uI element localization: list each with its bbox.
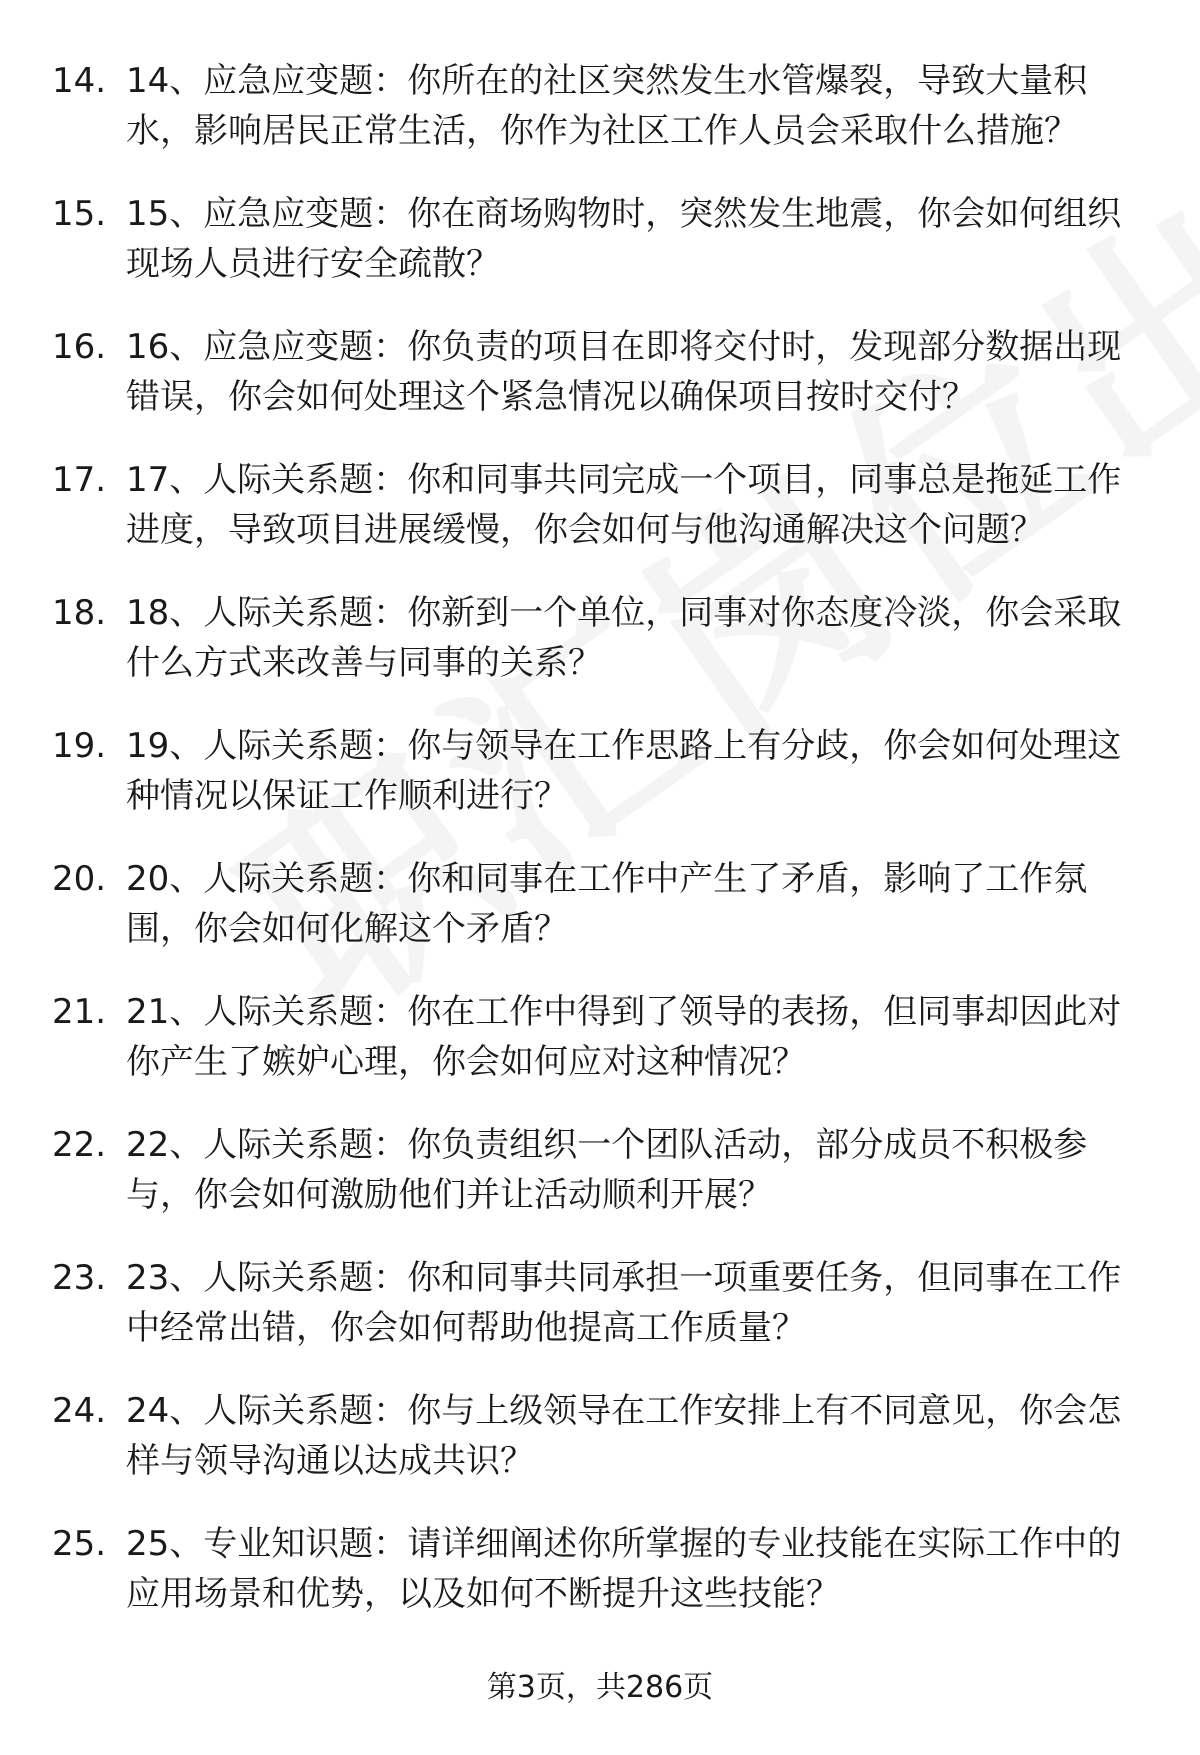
question-number: 19. xyxy=(52,726,107,766)
question-number: 22. xyxy=(52,1125,107,1165)
question-item xyxy=(0,56,1200,189)
question-item xyxy=(0,322,1200,455)
question-item xyxy=(0,455,1200,588)
question-text: 22、人际关系题：你负责组织一个团队活动，部分成员不积极参与，你会如何激励他们并让活动顺利开展？ xyxy=(126,1125,1088,1215)
question-number: 21. xyxy=(52,992,107,1032)
question-number: 25. xyxy=(52,1524,107,1564)
question-text: 18、人际关系题：你新到一个单位，同事对你态度冷淡，你会采取什么方式来改善与同事的关系？ xyxy=(126,593,1122,683)
question-text: 19、人际关系题：你与领导在工作思路上有分歧，你会如何处理这种情况以保证工作顺利进行？ xyxy=(126,726,1122,816)
question-item xyxy=(0,987,1200,1120)
question-number: 16. xyxy=(52,327,107,367)
question-item xyxy=(0,1120,1200,1253)
question-text: 24、人际关系题：你与上级领导在工作安排上有不同意见，你会怎样与领导沟通以达成共识？ xyxy=(126,1391,1122,1481)
question-number: 17. xyxy=(52,460,107,500)
question-number: 18. xyxy=(52,593,107,633)
question-number: 24. xyxy=(52,1391,107,1431)
question-text: 16、应急应变题：你负责的项目在即将交付时，发现部分数据出现错误，你会如何处理这个紧急情况以确保项目按时交付？ xyxy=(126,327,1122,417)
question-number: 20. xyxy=(52,859,107,899)
question-text: 17、人际关系题：你和同事共同完成一个项目，同事总是拖延工作进度，导致项目进展缓慢，你会如何与他沟通解决这个问题？ xyxy=(126,460,1122,550)
question-list xyxy=(0,56,1200,1652)
question-text: 25、专业知识题：请详细阐述你所掌握的专业技能在实际工作中的应用场景和优势，以及如何不断提升这些技能？ xyxy=(126,1524,1122,1614)
page-footer xyxy=(0,1668,1200,1708)
question-number: 23. xyxy=(52,1258,107,1298)
question-text: 14、应急应变题：你所在的社区突然发生水管爆裂，导致大量积水，影响居民正常生活，你作为社区工作人员会采取什么措施？ xyxy=(126,61,1088,151)
question-item xyxy=(0,1253,1200,1386)
question-item xyxy=(0,189,1200,322)
question-text: 21、人际关系题：你在工作中得到了领导的表扬，但同事却因此对你产生了嫉妒心理，你会如何应对这种情况？ xyxy=(126,992,1122,1082)
question-text: 15、应急应变题：你在商场购物时，突然发生地震，你会如何组织现场人员进行安全疏散？ xyxy=(126,194,1122,284)
question-item xyxy=(0,1386,1200,1519)
page-number-label: 第3页，共286页 xyxy=(486,1670,714,1705)
question-text: 23、人际关系题：你和同事共同承担一项重要任务，但同事在工作中经常出错，你会如何帮助他提高工作质量？ xyxy=(126,1258,1122,1348)
question-item xyxy=(0,721,1200,854)
question-item xyxy=(0,588,1200,721)
question-text: 20、人际关系题：你和同事在工作中产生了矛盾，影响了工作氛围，你会如何化解这个矛盾？ xyxy=(126,859,1088,949)
question-item xyxy=(0,854,1200,987)
question-number: 15. xyxy=(52,194,107,234)
question-item xyxy=(0,1519,1200,1652)
question-number: 14. xyxy=(52,61,107,101)
